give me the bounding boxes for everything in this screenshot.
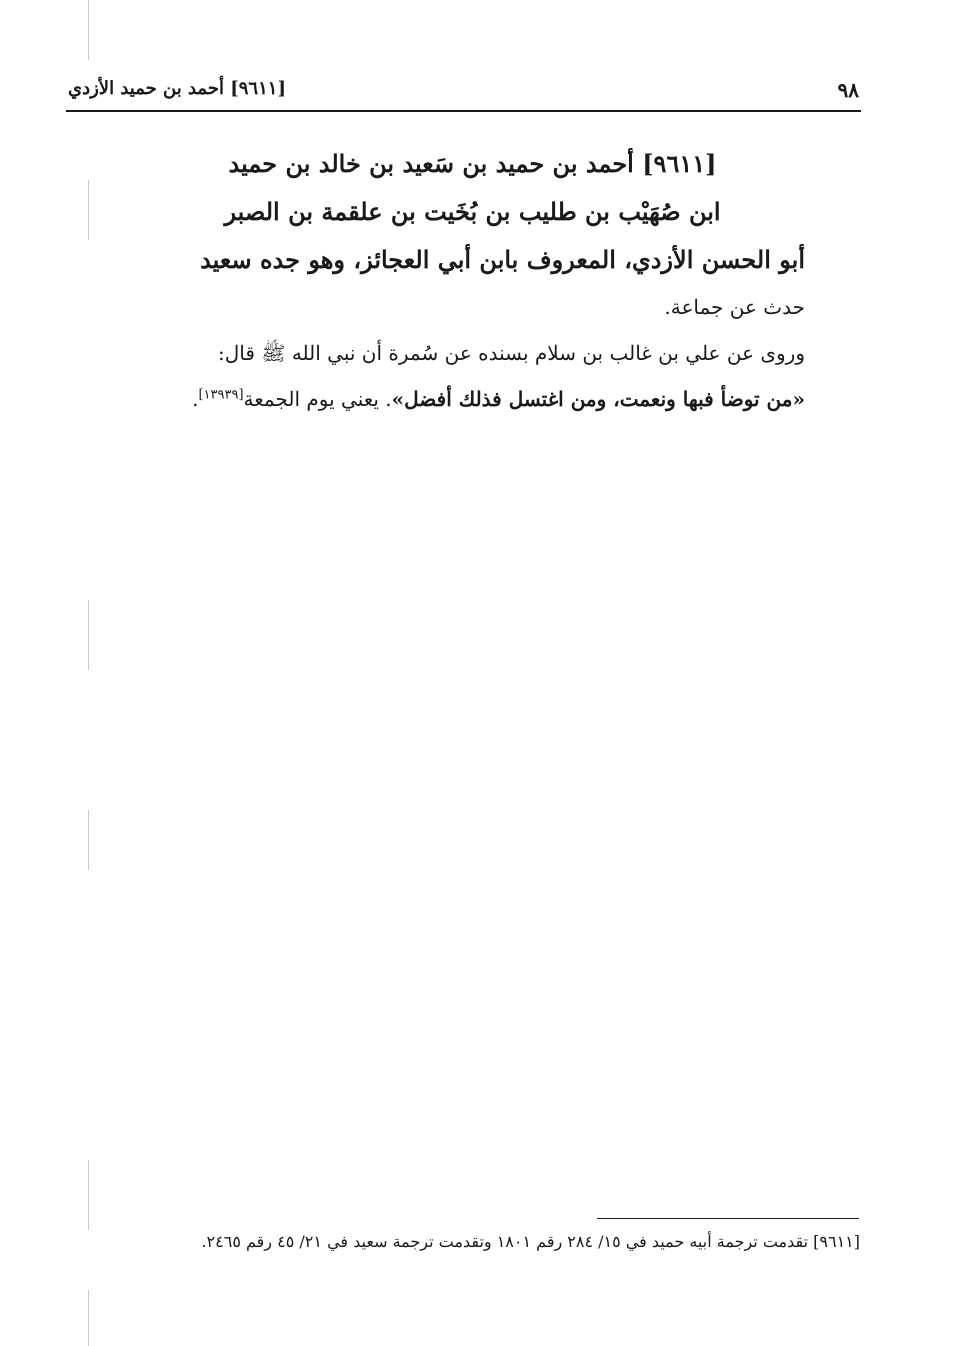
- entry-heading-line: [٩٦١١] أحمد بن حميد بن سَعيد بن خالد بن حميد: [228, 149, 717, 178]
- entry-heading: [140, 140, 805, 284]
- body-line: حدث عن جماعة.: [664, 295, 805, 319]
- page-number: ٩٨: [837, 78, 859, 102]
- entry-body: [140, 284, 805, 422]
- footnote: [٩٦١١] تقدمت ترجمة أبيه حميد في ١٥/ ٢٨٤ رقم ١٨٠١ وتقدمت ترجمة سعيد في ٢١/ ٤٥ رقم ٢٤٦٥.: [201, 1232, 860, 1251]
- running-head: [٩٦١١] أحمد بن حميد الأزدي: [68, 78, 286, 99]
- hadith-quote: «من توضأ فبها ونعمت، ومن اغتسل فذلك أفضل»: [391, 387, 805, 411]
- margin-rule: [88, 810, 89, 870]
- body-line: وروى عن علي بن غالب بن سلام بسنده عن سُمرة أن نبي الله ﷺ قال:: [218, 341, 805, 365]
- entry-heading-line: ابن صُهَيْب بن طليب بن بُخَيت بن علقمة بن الصبر: [224, 197, 721, 226]
- entry-heading-line: أبو الحسن الأزدي، المعروف بابن أبي العجائز، وهو جده سعيد: [200, 245, 805, 274]
- body-line-hadith: [140, 376, 805, 422]
- margin-rule: [88, 1160, 89, 1230]
- margin-rule: [88, 0, 89, 60]
- margin-rule: [88, 600, 89, 670]
- margin-rule: [88, 1290, 89, 1346]
- hadith-explanation: . يعني يوم الجمعة: [243, 387, 392, 411]
- margin-rule: [88, 180, 89, 240]
- footnote-divider: [597, 1218, 859, 1219]
- biography-entry: [140, 140, 805, 422]
- end-punctuation: .: [192, 387, 199, 411]
- page-header: [66, 74, 861, 112]
- reference-number: [١٣٩٣٩]: [198, 387, 244, 403]
